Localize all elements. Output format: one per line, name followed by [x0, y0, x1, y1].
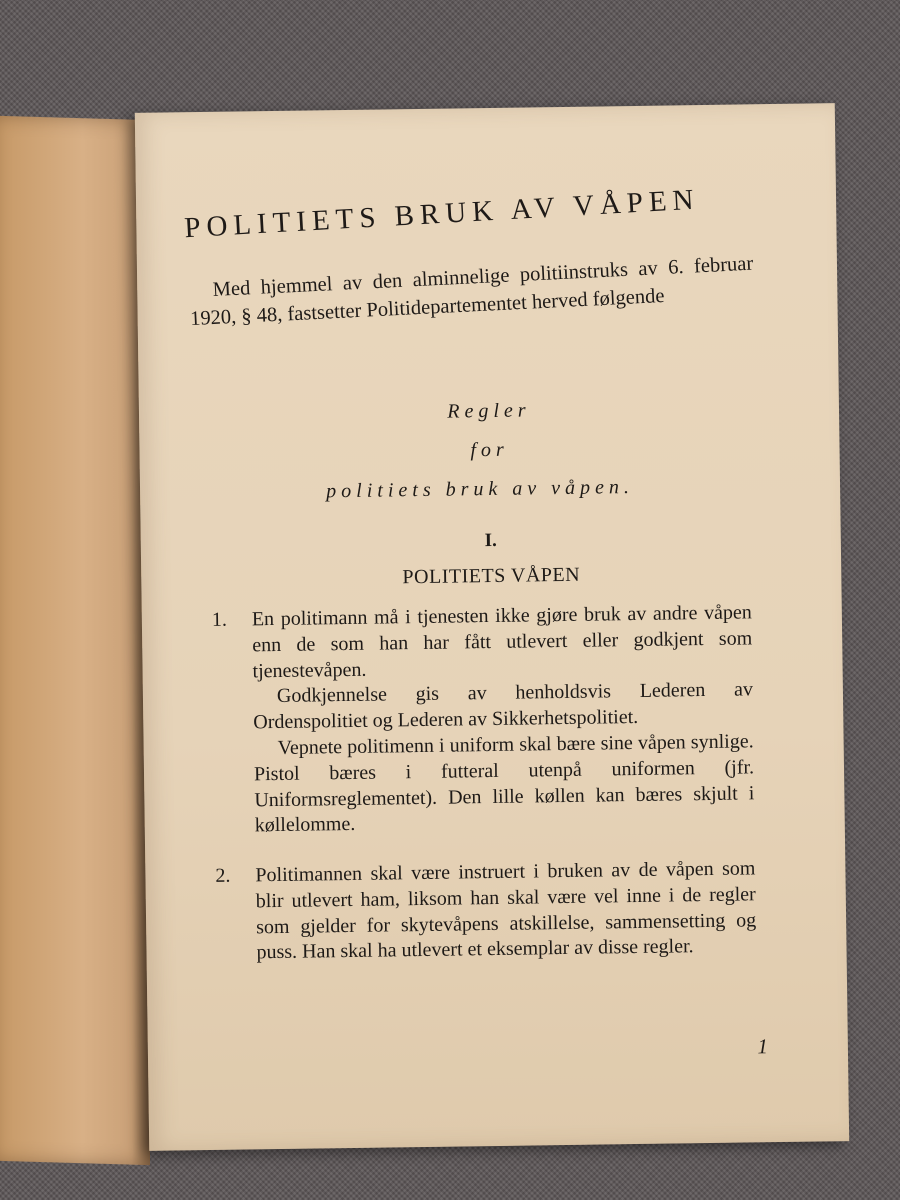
document-title: POLITIETS BRUK AV VÅPEN [183, 183, 701, 245]
section-title: POLITIETS VÅPEN [402, 563, 581, 589]
item-paragraph: En politimann må i tjenesten ikke gjøre bruk av andre våpen enn de som han har fått utlevert eller godkjent som tjenestevåpen. [251, 601, 753, 682]
item-number: 1. [211, 608, 228, 631]
intro-paragraph: Med hjemmel av den alminnelige politiinstruks av 6. februar 1920, § 48, fastsetter Politidepartementet herved følgende [189, 252, 754, 331]
item-number: 2. [215, 864, 231, 887]
left-page-edge [0, 116, 150, 1165]
heading-line-regler: Regler [447, 399, 531, 423]
page-number: 1 [757, 1034, 769, 1059]
list-item [212, 600, 755, 840]
booklet-page [135, 103, 849, 1151]
section-number: I. [484, 529, 498, 552]
list-item [215, 856, 756, 967]
heading-line-for: for [470, 438, 509, 462]
item-paragraph: Godkjennelse gis av henholdsvis Lederen av Ordenspolitiet og Lederen av Sikkerhetspolitiet. [253, 678, 754, 734]
item-paragraph: Vepnete politimenn i uniform skal bære sine våpen synlige. Pistol bæres i futteral utenpå uniformen (jfr. Uniformsreglementet). Den lille køllen kan bæres skjult i køllelomme. [253, 730, 755, 837]
heading-line-subject: politiets bruk av våpen. [326, 476, 635, 503]
item-paragraph: Politimannen skal være instruert i bruken av de våpen som blir utlevert ham, liksom han skal være vel inne i de regler som gjelder for skytevåpens atskillelse, sammensetting og puss. Han skal ha utlevert et eksemplar av disse regler. [255, 857, 757, 964]
